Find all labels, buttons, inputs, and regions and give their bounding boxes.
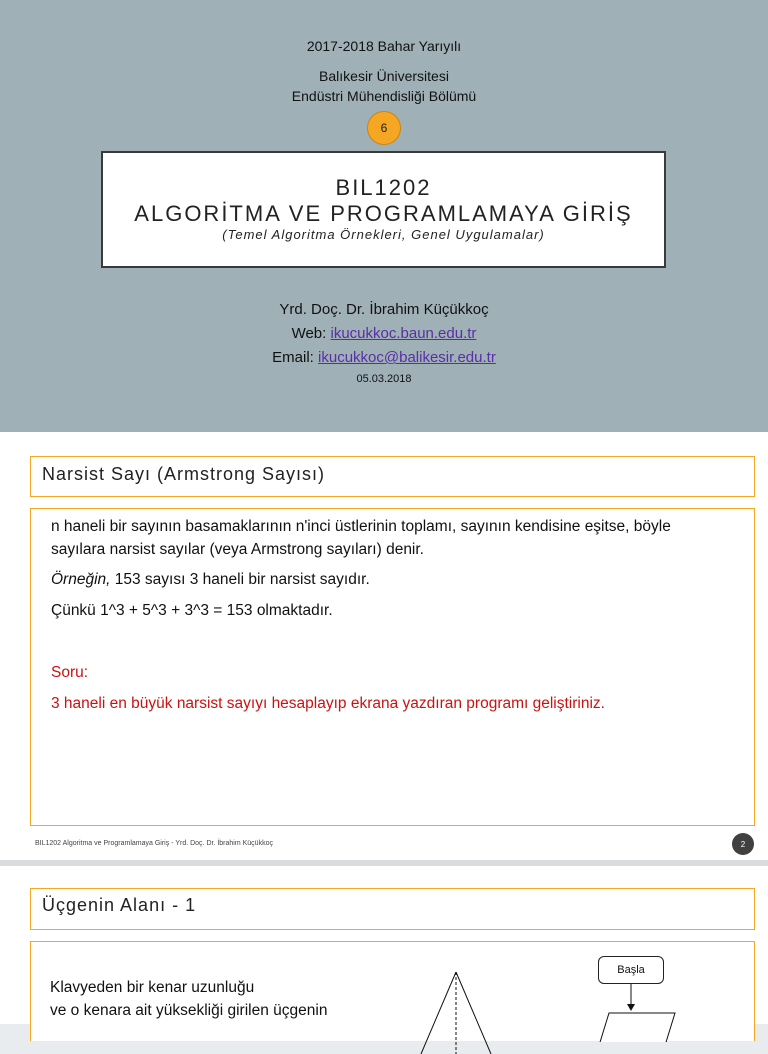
example-italic: Örneğin, [51, 571, 111, 588]
because-line: Çünkü 1^3 + 5^3 + 3^3 = 153 olmaktadır. [51, 602, 333, 619]
example-rest: 153 sayısı 3 haneli bir narsist sayıdır. [110, 571, 370, 588]
example-line [51, 568, 370, 591]
email-label: Email: [272, 349, 319, 366]
chapter-badge: 6 [367, 111, 401, 145]
web-link[interactable]: ikucukkoc.baun.edu.tr [330, 325, 477, 342]
slide-content-box [30, 508, 755, 826]
slide-heading-box [30, 456, 755, 497]
course-title-box [101, 151, 666, 268]
content-slide-narsist [0, 432, 768, 860]
content-slide-ucgen [0, 866, 768, 1024]
course-title: ALGORİTMA VE PROGRAMLAMAYA GİRİŞ [134, 201, 633, 226]
page-number: 2 [732, 833, 754, 855]
slide-footer: BIL1202 Algoritma ve Programlamaya Giriş - Yrd. Doç. Dr. İbrahim Küçükkoç [35, 840, 273, 847]
semester-text: 2017-2018 Bahar Yarıyılı [306, 38, 462, 54]
email-line [0, 346, 768, 370]
question-text: 3 haneli en büyük narsist sayıyı hesaplayıp ekrana yazdıran programı geliştiriniz. [51, 695, 605, 712]
flow-arrow-icon [623, 984, 639, 1012]
definition-line-2: sayılara narsist sayılar (veya Armstrong sayıları) denir. [51, 541, 424, 558]
department-name: Endüstri Mühendisliği Bölümü [291, 88, 477, 104]
definition-line-1: n haneli bir sayının basamaklarının n'inci üstlerinin toplamı, sayının kendisine eşitse, böyle [51, 518, 671, 535]
flowchart-input-parallelogram [597, 1012, 677, 1042]
author-name: Yrd. Doç. Dr. İbrahim Küçükkoç [279, 301, 489, 318]
slide-heading: Narsist Sayı (Armstrong Sayısı) [42, 464, 326, 484]
email-link[interactable]: ikucukkoc@balikesir.edu.tr [318, 349, 496, 366]
course-code: BIL1202 [335, 175, 432, 200]
slide-heading-box [30, 888, 755, 930]
author-block [0, 298, 768, 370]
course-subtitle: (Temel Algoritma Örnekleri, Genel Uygulamalar) [222, 227, 545, 242]
university-block [0, 66, 768, 106]
triangle-diagram [411, 964, 551, 1054]
intro-line-1: Klavyeden bir kenar uzunluğu [50, 979, 255, 996]
web-label: Web: [291, 325, 331, 342]
web-line [0, 322, 768, 346]
slide-content-box [30, 941, 755, 1041]
flowchart-start: Başla [598, 956, 664, 984]
date-text: 05.03.2018 [356, 373, 412, 385]
intro-line-2: ve o kenara ait yüksekliği girilen üçgenin [50, 1002, 328, 1019]
university-name: Balıkesir Üniversitesi [319, 68, 449, 84]
slide-heading: Üçgenin Alanı - 1 [42, 895, 197, 915]
question-label: Soru: [51, 664, 89, 681]
title-slide [0, 0, 768, 432]
